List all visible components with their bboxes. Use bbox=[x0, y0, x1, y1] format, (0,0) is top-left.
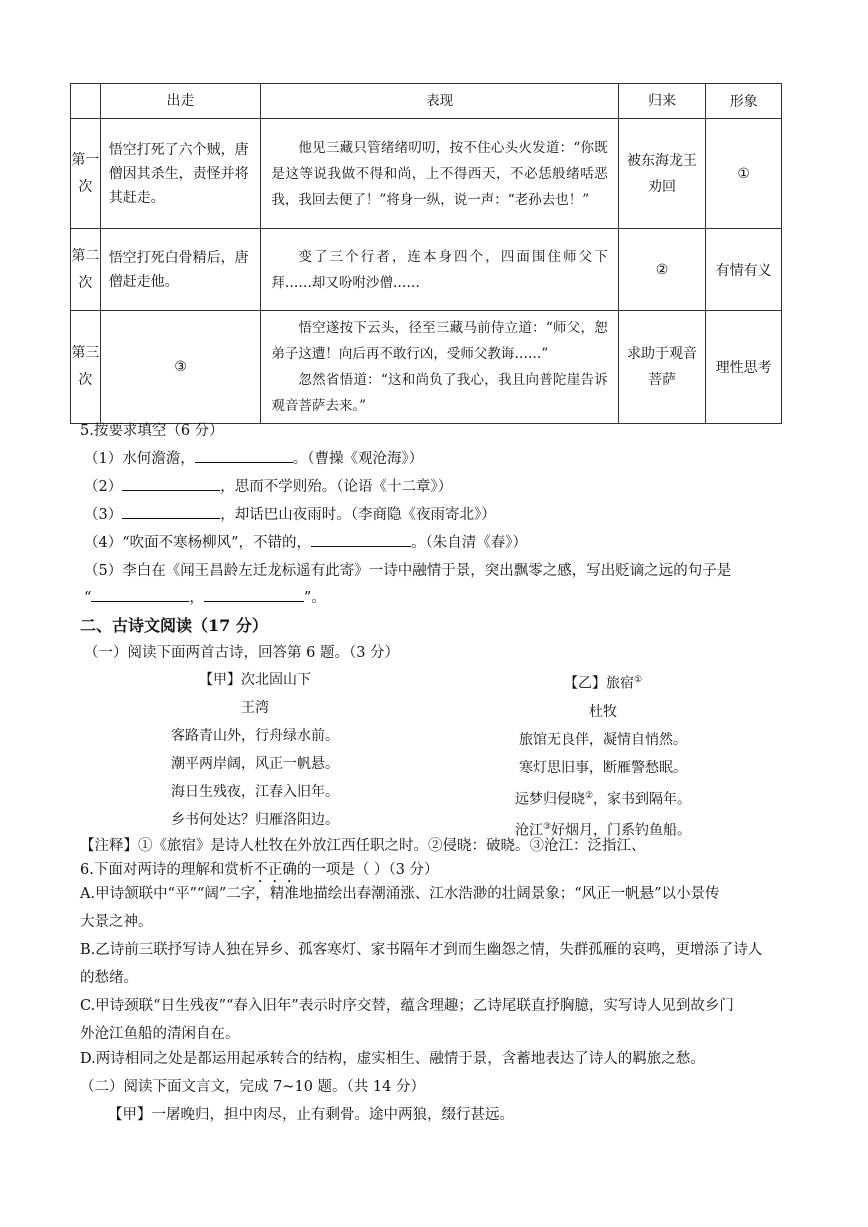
option-line: C.甲诗颈联“日生残夜”“春入旧年”表示时序交替，蕴含理趣；乙诗尾联直抒胸臆，实写诗人见到故乡门 bbox=[80, 998, 734, 1014]
poem-line-text: 好烟月，门系钓鱼船。 bbox=[551, 822, 692, 839]
fill-blank[interactable] bbox=[311, 532, 411, 547]
poem-b bbox=[498, 667, 708, 845]
q5-item-5-line1: （5）李白在《闻王昌龄左迁龙标遥有此寄》一诗中融情于景，突出飘零之感，写出贬谪之远的句子是 bbox=[84, 563, 732, 579]
guilai-cell: 被东海龙王劝回 bbox=[618, 119, 706, 229]
table-header-cell: 归来 bbox=[618, 84, 706, 119]
poem-line: 寒灯思旧事，断雁警愁眠。 bbox=[519, 759, 687, 776]
table-row bbox=[71, 119, 782, 229]
q5-item-text: 。（曹操《观沧海》） bbox=[292, 451, 424, 467]
table-header-cell: 表现 bbox=[261, 84, 618, 119]
question-5-title: 5.按要求填空（6 分） bbox=[80, 423, 224, 439]
q5-item-text: 。（朱自清《春》） bbox=[411, 535, 528, 551]
footnote-mark: ① bbox=[633, 675, 643, 685]
table-row bbox=[71, 311, 782, 424]
guilai-cell: 求助于观音菩萨 bbox=[618, 311, 706, 424]
biaoxian-text: 变了三个行者，连本身四个，四面围住师父下拜……却又吩咐沙僧…… bbox=[271, 248, 608, 291]
table-header-row bbox=[71, 84, 782, 119]
poem-title bbox=[498, 667, 708, 698]
xingxiang-cell: ① bbox=[706, 119, 782, 229]
biaoxian-cell bbox=[261, 119, 618, 229]
q6-emphasis: 不正确 bbox=[253, 862, 297, 878]
footnote-mark: ③ bbox=[542, 822, 552, 833]
fill-blank[interactable] bbox=[122, 476, 220, 491]
quote-mark: ”。 bbox=[303, 590, 326, 606]
q5-item-text: （1）水何澹澹， bbox=[84, 451, 195, 467]
poem-a bbox=[150, 667, 360, 834]
poem-line-text: 沧江 bbox=[514, 822, 543, 839]
row-label: 第一次 bbox=[71, 119, 101, 229]
poem-author: 杜牧 bbox=[589, 703, 617, 720]
section-2-intro-2: （二）阅读下面文言文，完成 7~10 题。（共 14 分） bbox=[80, 1079, 425, 1095]
biaoxian-cell bbox=[261, 229, 618, 311]
option-line: 大景之神。 bbox=[80, 914, 153, 930]
section-2-title: 二、古诗文阅读（17 分） bbox=[80, 616, 268, 635]
q5-item-text: （3） bbox=[84, 507, 123, 523]
q5-item-3 bbox=[84, 503, 496, 524]
option-d[interactable] bbox=[80, 1045, 792, 1073]
xingxiang-cell: 理性思考 bbox=[706, 311, 782, 424]
table-header-cell bbox=[71, 84, 101, 119]
poem-line: 潮平两岸阔，风正一帆悬。 bbox=[171, 756, 339, 772]
poem-line: 客路青山外，行舟绿水前。 bbox=[171, 728, 339, 744]
q5-item-text: （2） bbox=[84, 479, 123, 495]
option-line: 外沧江鱼船的清闲自在。 bbox=[80, 1026, 240, 1042]
q5-item-2 bbox=[84, 475, 452, 496]
q6-text: 的一项是（ ）（3 分） bbox=[296, 862, 439, 878]
xingxiang-cell: 有情有义 bbox=[706, 229, 782, 311]
table-row bbox=[71, 229, 782, 311]
footnote-mark: ② bbox=[584, 790, 594, 801]
poem-line: 海日生残夜，江春入旧年。 bbox=[171, 784, 339, 800]
q6-text: 6.下面对两诗的理解和赏析 bbox=[80, 862, 254, 878]
q5-item-1 bbox=[84, 447, 423, 468]
poem-title-text: 【乙】旅宿 bbox=[563, 675, 634, 692]
row-label: 第二次 bbox=[71, 229, 101, 311]
chuzou-cell: ③ bbox=[100, 311, 261, 424]
poem-line: 乡书何处达？归雁洛阳边。 bbox=[171, 812, 339, 828]
fill-blank[interactable] bbox=[204, 587, 304, 602]
poem-author: 王湾 bbox=[241, 700, 269, 716]
q5-item-4 bbox=[84, 531, 527, 552]
wenyan-text: 【甲】一屠晚归，担中肉尽，止有剩骨。途中两狼，缀行甚远。 bbox=[108, 1107, 514, 1123]
option-line: 的愁绪。 bbox=[80, 970, 138, 986]
poem-notes: 【注释】①《旅宿》是诗人杜牧在外放江西任职之时。②侵晓：破晓。③沧江：泛指江、 bbox=[80, 838, 646, 854]
chuzou-cell: 悟空打死了六个贼，唐僧因其杀生，责怪并将其赶走。 bbox=[100, 119, 261, 229]
fill-blank[interactable] bbox=[91, 587, 189, 602]
poem-line: 旅馆无良伴，凝情自悄然。 bbox=[519, 731, 687, 748]
poem-line bbox=[498, 782, 708, 814]
biaoxian-text: 忽然省悟道：“这和尚负了我心，我且向普陀崖告诉观音菩萨去来。” bbox=[271, 372, 608, 414]
biaoxian-text: 悟空遂按下云头，径至三藏马前侍立道：“师父，恕弟子这遭！向后再不敢行凶，受师父教诲……” bbox=[271, 320, 608, 362]
q5-item-text: ，思而不学则殆。（论语《十二章》） bbox=[220, 479, 453, 495]
option-line: D.两诗相同之处是都运用起承转合的结构，虚实相生、融情于景，含蓄地表达了诗人的羁旅之愁。 bbox=[80, 1051, 705, 1067]
poem-title: 【甲】次北固山下 bbox=[199, 672, 311, 688]
table-header-cell: 出走 bbox=[100, 84, 261, 119]
row-label: 第三次 bbox=[71, 311, 101, 424]
biaoxian-text: 他见三藏只管绪绪叨叨，按不住心头火发道：“你既是这等说我做不得和尚，上不得西天，不必恁般绪咶恶我，我回去便了！”将身一纵，说一声：“老孙去也！” bbox=[271, 139, 608, 208]
option-line: B.乙诗前三联抒写诗人独在异乡、孤客寒灯、家书隔年才到而生幽怨之情，失群孤雁的哀鸣，更增添了诗人 bbox=[80, 942, 763, 958]
guilai-cell: ② bbox=[618, 229, 706, 311]
comma: ， bbox=[189, 590, 204, 606]
sun-wukong-table bbox=[70, 83, 782, 424]
fill-blank[interactable] bbox=[195, 448, 293, 463]
q5-item-text: （4）“吹面不寒杨柳风”，不错的， bbox=[84, 535, 312, 551]
q5-item-5-line2 bbox=[84, 586, 326, 607]
biaoxian-cell bbox=[261, 311, 618, 424]
quote-mark: “ bbox=[84, 590, 92, 606]
option-b[interactable] bbox=[80, 936, 792, 992]
table-header-cell: 形象 bbox=[706, 84, 782, 119]
fill-blank[interactable] bbox=[122, 504, 220, 519]
option-line: A.甲诗颔联中“平”“阔”二字，精准地描绘出春潮涌涨、江水浩渺的壮阔景象；“风正一帆悬”以小景传 bbox=[80, 886, 720, 902]
poem-line-text: 远梦归侵晓 bbox=[514, 791, 585, 808]
option-c[interactable] bbox=[80, 992, 792, 1048]
option-a[interactable] bbox=[80, 880, 792, 936]
q5-item-text: ，却话巴山夜雨时。（李商隐《夜雨寄北》） bbox=[220, 507, 496, 523]
section-2-intro: （一）阅读下面两首古诗，回答第 6 题。（3 分） bbox=[84, 645, 400, 661]
poem-line-text: ，家书到隔年。 bbox=[593, 791, 692, 808]
chuzou-cell: 悟空打死白骨精后，唐僧赶走他。 bbox=[100, 229, 261, 311]
